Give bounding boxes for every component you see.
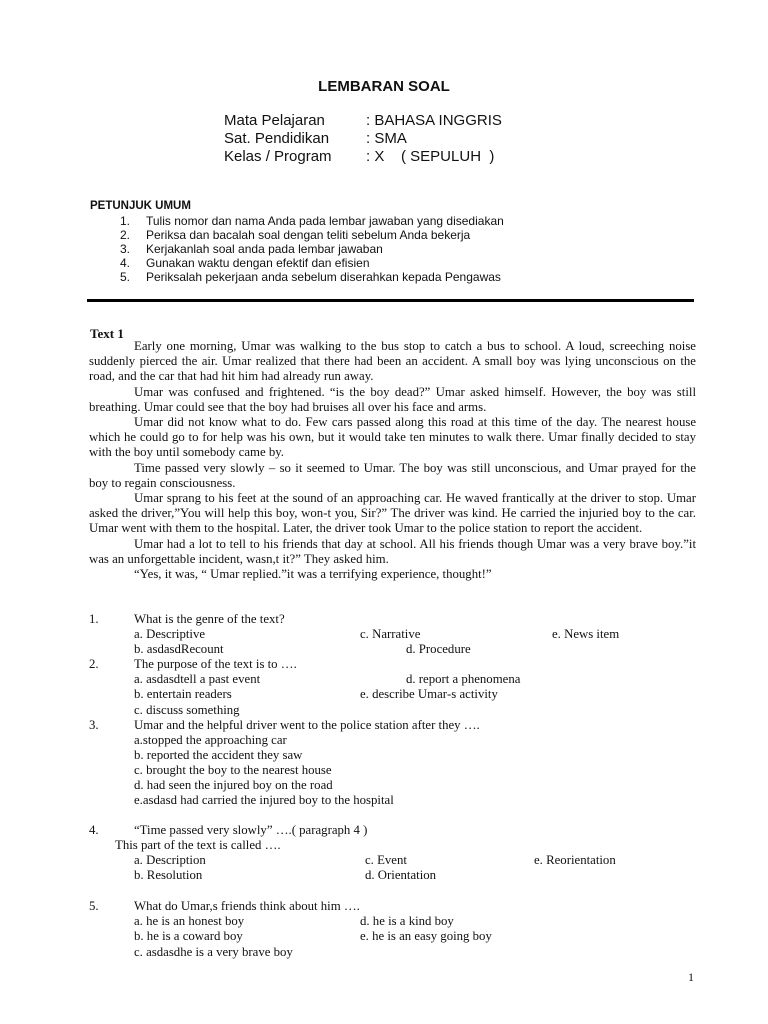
answer-option: d. Procedure [406,642,471,656]
instruction-text: Periksalah pekerjaan anda sebelum diserahkan kepada Pengawas [146,270,501,284]
section-divider [87,299,694,302]
subject-value: : BAHASA INGGRIS [366,112,502,129]
passage-paragraph: Umar did not know what to do. Few cars passed along this road at this time of the day. The nearest house which he could go to for help was his own, but it would take ten minutes to walk there. Umar finally decided to stay with the boy until somebody came by. [89,415,696,460]
page-number: 1 [688,970,694,984]
school-level-value: : SMA [366,130,407,147]
answer-option: b. reported the accident they saw [134,748,303,762]
answer-option: e.asdasd had carried the injured boy to the hospital [134,793,394,807]
instruction-number: 1. [120,214,131,228]
question-subtext: This part of the text is called …. [115,838,281,852]
question-number: 3. [89,718,99,732]
subject-label: Mata Pelajaran [224,112,325,129]
answer-option: b. entertain readers [134,687,232,701]
answer-option: c. Event [365,853,407,867]
answer-option: d. he is a kind boy [360,914,454,928]
answer-option: a. Descriptive [134,627,206,641]
instruction-number: 4. [120,256,131,270]
passage-paragraph: Umar was confused and frightened. “is the boy dead?” Umar asked himself. However, the boy was still breathing. Umar could see that the boy had bruises all over his face and arms. [89,384,696,414]
instruction-number: 2. [120,228,131,242]
school-level-label: Sat. Pendidikan [224,130,330,147]
text-label: Text 1 [90,326,124,341]
question-text: What is the genre of the text? [134,612,285,626]
answer-option: e. News item [552,627,620,641]
answer-option: a.stopped the approaching car [134,733,287,747]
question-text: The purpose of the text is to …. [134,657,297,671]
instructions-heading: PETUNJUK UMUM [90,200,191,212]
class-program-label: Kelas / Program [224,148,332,165]
passage-paragraph: Umar had a lot to tell to his friends that day at school. All his friends though Umar was a very brave boy.”it was an unforgettable incident, wasn,t it?” They asked him. [89,536,696,566]
instruction-number: 3. [120,242,131,256]
passage-paragraph: “Yes, it was, “ Umar replied.”it was a terrifying experience, thought!” [134,567,492,582]
class-program-value: : X ( SEPULUH ) [366,148,495,165]
answer-option: d. had seen the injured boy on the road [134,778,333,792]
question-number: 2. [89,657,99,671]
instruction-text: Tulis nomor dan nama Anda pada lembar jawaban yang disediakan [146,214,504,228]
question-number: 5. [89,899,99,913]
answer-option: e. Reorientation [534,853,616,867]
passage-paragraph: Time passed very slowly – so it seemed to Umar. The boy was still unconscious, and Umar prayed for the boy to regain consciousness. [89,460,696,490]
answer-option: b. Resolution [134,868,203,882]
question-number: 1. [89,612,99,626]
answer-option: c. asdasdhe is a very brave boy [134,945,293,959]
answer-option: e. he is an easy going boy [360,929,492,943]
answer-option: d. report a phenomena [406,672,521,686]
answer-option: a. asdasdtell a past event [134,672,261,686]
answer-option: d. Orientation [365,868,437,882]
question-text: “Time passed very slowly” ….( paragraph 4 ) [134,823,368,837]
instruction-number: 5. [120,270,131,284]
instruction-text: Gunakan waktu dengan efektif dan efisien [146,256,370,270]
question-text: What do Umar,s friends think about him …. [134,899,360,913]
instruction-text: Kerjakanlah soal anda pada lembar jawaban [146,242,383,256]
answer-option: c. brought the boy to the nearest house [134,763,332,777]
answer-option: c. Narrative [360,627,421,641]
answer-option: a. he is an honest boy [134,914,245,928]
passage-paragraph: Umar sprang to his feet at the sound of an approaching car. He waved frantically at the driver to stop. Umar asked the driver,”You will help this boy, won‑t you, Sir?” The driver was kind. He carried the injuried boy to the car. Umar went with them to the hospital. Later, the driver took Umar to the police station to report the accident. [89,491,696,536]
instruction-text: Periksa dan bacalah soal dengan teliti sebelum Anda bekerja [146,228,471,242]
question-number: 4. [89,823,99,837]
reading-passage [89,339,696,582]
answer-option: e. describe Umar‑s activity [360,687,498,701]
answer-option: c. discuss something [134,703,240,717]
answer-option: b. asdasdRecount [134,642,224,656]
page-title: LEMBARAN SOAL [318,78,450,95]
passage-paragraph: Early one morning, Umar was walking to the bus stop to catch a bus to school. A loud, screeching noise suddenly pierced the air. Umar realized that there had been an accident. A small boy was lying unconscious on the road, and the car that had hit him had already run away. [89,339,696,384]
answer-option: a. Description [134,853,206,867]
question-text: Umar and the helpful driver went to the police station after they …. [134,718,480,732]
answer-option: b. he is a coward boy [134,929,243,943]
